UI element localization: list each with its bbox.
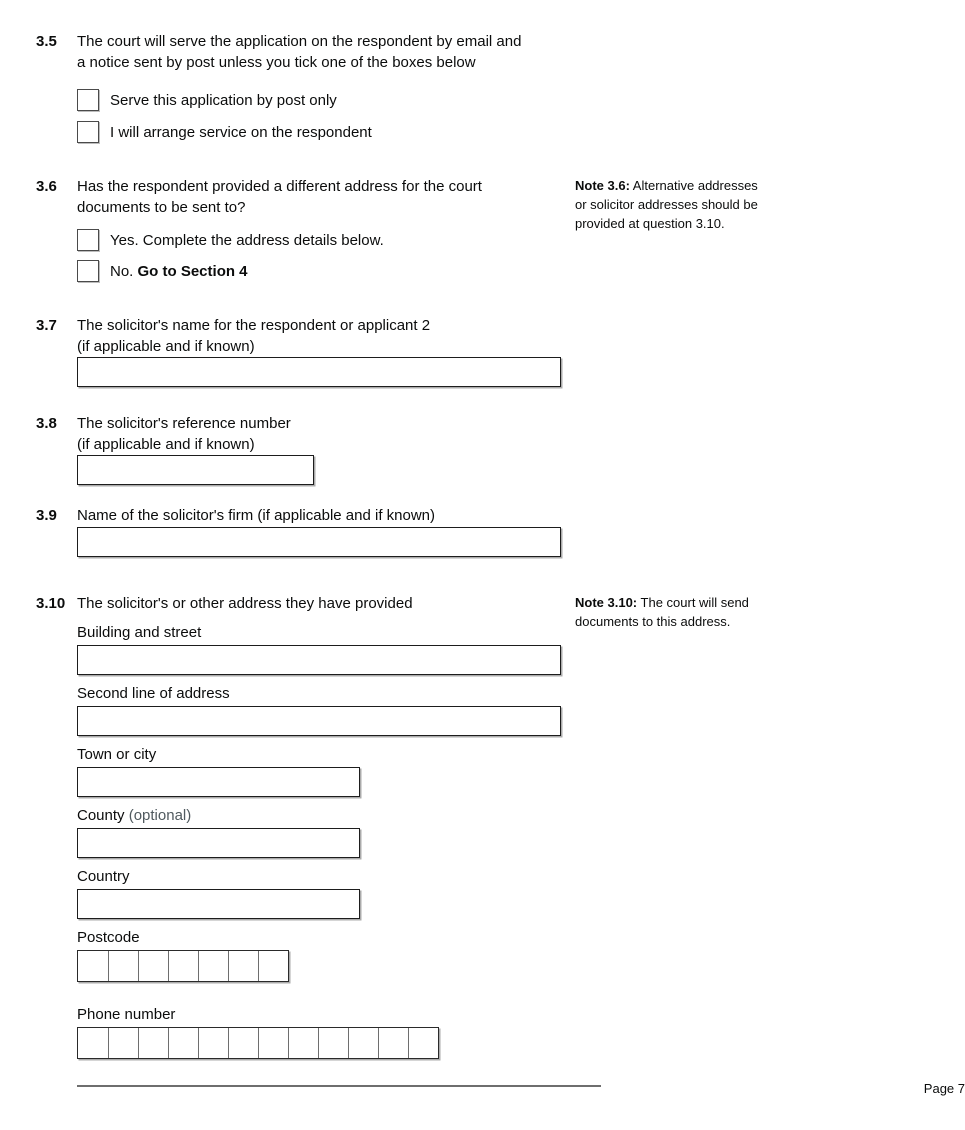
option-row	[77, 121, 582, 143]
county-input[interactable]	[77, 828, 360, 858]
question-text: The solicitor's reference number (if applicable and if known)	[77, 415, 291, 453]
field-second-line	[77, 684, 582, 736]
question-text: The court will serve the application on the respondent by email and a notice sent by post unless you tick one of the boxes below	[77, 33, 522, 71]
question-3-9	[36, 505, 764, 557]
question-text: The solicitor's or other address they have provided	[77, 595, 413, 612]
question-number: 3.10	[36, 595, 66, 612]
town-city-input[interactable]	[77, 767, 360, 797]
char-cell[interactable]	[168, 1028, 198, 1058]
char-cell[interactable]	[198, 951, 228, 981]
checkbox-label: Serve this application by post only	[110, 91, 337, 109]
question-text: Has the respondent provided a different address for the court documents to be sent to?	[77, 178, 482, 216]
optional-suffix: (optional)	[124, 807, 192, 824]
char-cell[interactable]	[138, 1028, 168, 1058]
question-number: 3.9	[36, 507, 57, 524]
checkbox-serve-by-post-only[interactable]	[77, 89, 99, 111]
char-cell[interactable]	[288, 1028, 318, 1058]
note-label: Note 3.6:	[575, 178, 630, 193]
char-cell[interactable]	[78, 1028, 108, 1058]
field-label: Town or city	[77, 746, 157, 763]
field-label: Phone number	[77, 1006, 176, 1023]
note-3-10	[575, 593, 765, 631]
page-number: Page 7	[923, 1081, 965, 1096]
char-cell[interactable]	[258, 1028, 288, 1058]
second-line-input[interactable]	[77, 706, 561, 736]
char-cell[interactable]	[108, 951, 138, 981]
field-label: Postcode	[77, 929, 140, 946]
question-number: 3.6	[36, 178, 57, 195]
checkbox-yes-address[interactable]	[77, 229, 99, 251]
question-3-8	[36, 413, 764, 485]
field-county	[77, 806, 582, 858]
field-label: Building and street	[77, 624, 202, 641]
char-cell[interactable]	[348, 1028, 378, 1058]
solicitor-firm-input[interactable]	[77, 527, 561, 557]
char-cell[interactable]	[138, 951, 168, 981]
char-cell[interactable]	[78, 951, 108, 981]
char-cell[interactable]	[108, 1028, 138, 1058]
note-text: The court will send documents to this address.	[575, 595, 749, 629]
checkbox-label: I will arrange service on the respondent	[110, 123, 372, 141]
service-options	[77, 89, 582, 143]
option-row	[77, 260, 582, 282]
char-cell[interactable]	[258, 951, 288, 981]
note-label: Note 3.10:	[575, 595, 638, 610]
checkbox-label: No. Go to Section 4	[110, 262, 248, 280]
country-input[interactable]	[77, 889, 360, 919]
question-3-7	[36, 315, 764, 387]
char-cell[interactable]	[228, 1028, 258, 1058]
field-phone	[77, 1005, 582, 1064]
char-cell[interactable]	[168, 951, 198, 981]
note-3-6	[575, 176, 765, 233]
checkbox-no-go-to-section-4[interactable]	[77, 260, 99, 282]
question-3-10	[36, 593, 965, 1122]
postcode-cell-grid	[77, 950, 289, 982]
question-number: 3.7	[36, 317, 57, 334]
phone-cell-grid	[77, 1027, 439, 1059]
field-building-street	[77, 623, 582, 675]
solicitor-name-input[interactable]	[77, 357, 561, 387]
field-label: County (optional)	[77, 807, 192, 824]
building-street-input[interactable]	[77, 645, 561, 675]
field-postcode	[77, 928, 582, 987]
field-town-city	[77, 745, 582, 797]
field-label: Country	[77, 868, 130, 885]
checkbox-label: Yes. Complete the address details below.	[110, 231, 384, 249]
checkbox-arrange-service[interactable]	[77, 121, 99, 143]
char-cell[interactable]	[228, 951, 258, 981]
char-cell[interactable]	[408, 1028, 438, 1058]
question-text: The solicitor's name for the respondent or applicant 2 (if applicable and if known)	[77, 317, 431, 355]
field-label: Second line of address	[77, 685, 230, 702]
char-cell[interactable]	[378, 1028, 408, 1058]
question-text: Name of the solicitor's firm (if applicable and if known)	[77, 507, 436, 524]
field-country	[77, 867, 582, 919]
char-cell[interactable]	[318, 1028, 348, 1058]
page-footer	[77, 1081, 965, 1122]
question-number: 3.8	[36, 415, 57, 432]
note-text: Alternative addresses or solicitor addresses should be provided at question 3.10.	[575, 178, 758, 231]
question-3-5	[36, 31, 764, 143]
option-row	[77, 229, 582, 251]
option-row	[77, 89, 582, 111]
address-provided-options	[77, 229, 582, 282]
question-3-6	[36, 176, 764, 282]
footer-divider	[77, 1085, 601, 1087]
solicitor-reference-input[interactable]	[77, 455, 314, 485]
question-number: 3.5	[36, 33, 57, 50]
char-cell[interactable]	[198, 1028, 228, 1058]
